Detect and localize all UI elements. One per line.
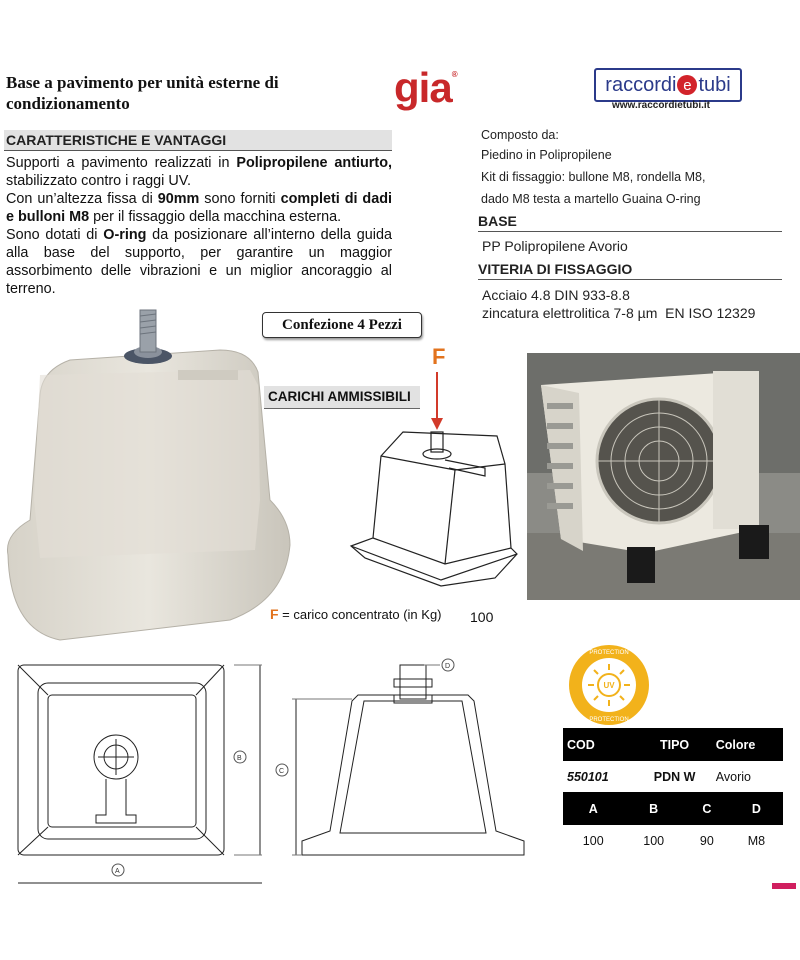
table-row (563, 761, 783, 793)
composition-line: dado M8 testa a martello Guaina O-ring (481, 192, 701, 206)
cell-d: M8 (747, 834, 766, 848)
cell-cod: 550101 (567, 770, 609, 784)
uv-protection-icon (568, 644, 650, 726)
corner-badge (772, 883, 796, 889)
header-tipo: TIPO (637, 728, 711, 761)
cell-c: 90 (699, 834, 714, 848)
dim-b-label: B (237, 755, 242, 762)
dim-c-label: C (279, 768, 285, 775)
load-legend: F = carico concentrato (in Kg) (270, 606, 442, 622)
features-heading: CARATTERISTICHE E VANTAGGI (4, 130, 392, 151)
package-label: Confezione 4 Pezzi (262, 312, 422, 338)
dim-d-label: D (445, 663, 451, 670)
page-title: Base a pavimento per unità esterne di condizionamento (6, 73, 279, 113)
cell-a: 100 (582, 834, 604, 848)
loads-heading: CARICHI AMMISSIBILI (264, 386, 420, 409)
composition-heading: Composto da: (481, 128, 559, 142)
force-symbol: F (432, 344, 446, 369)
dimension-table (563, 792, 783, 857)
cell-colore: Avorio (715, 770, 751, 784)
installation-photo (527, 353, 800, 600)
side-view-drawing (274, 655, 544, 860)
svg-text:PROTECTION: PROTECTION (589, 717, 629, 723)
gia-logo: gia® (394, 64, 457, 111)
raccordietubi-logo: raccordi e tubi (594, 68, 742, 102)
load-value: 100 (470, 609, 494, 625)
table-header-row (563, 728, 783, 761)
svg-text:PROTECTION: PROTECTION (589, 650, 629, 656)
top-view-drawing (8, 655, 278, 890)
header-a: A (563, 792, 623, 825)
header-colore: Colore (712, 728, 783, 761)
composition-line: Kit di fissaggio: bullone M8, rondella M8, (481, 170, 706, 184)
cell-b: 100 (643, 834, 665, 848)
header-c: C (684, 792, 730, 825)
base-heading: BASE (478, 211, 782, 232)
product-photo (0, 300, 300, 645)
header-cod: COD (563, 728, 637, 761)
dim-a-label: A (115, 868, 120, 875)
viteria-heading: VITERIA DI FISSAGGIO (478, 259, 782, 280)
base-value: PP Polipropilene Avorio (482, 238, 628, 254)
viteria-line: Acciaio 4.8 DIN 933-8.8 (482, 287, 630, 303)
load-diagram (345, 368, 530, 593)
svg-text:UV: UV (603, 681, 615, 690)
header-b: B (623, 792, 683, 825)
cell-tipo: PDN W (653, 770, 696, 784)
table-row (563, 825, 783, 857)
website-url: www.raccordietubi.it (612, 100, 710, 111)
viteria-line: zincatura elettrolitica 7-8 µm EN ISO 12329 (482, 305, 756, 321)
spec-table (563, 728, 783, 793)
composition-line: Piedino in Polipropilene (481, 148, 612, 162)
header-d: D (730, 792, 783, 825)
features-description: Supporti a pavimento realizzati in Polipropilene antiurto, stabilizzato contro i raggi UV. Con un’altezza fissa di 90mm sono forniti completi di dadi e bulloni M8 per il fissaggio della macchina esterna. Sono dotati di O-ring da posizionare all’interno della guida alla base del supporto, per garantire un maggior assorbimento delle vibrazioni e un miglior ancoraggio al terreno. (6, 155, 392, 297)
table-header-row (563, 792, 783, 825)
